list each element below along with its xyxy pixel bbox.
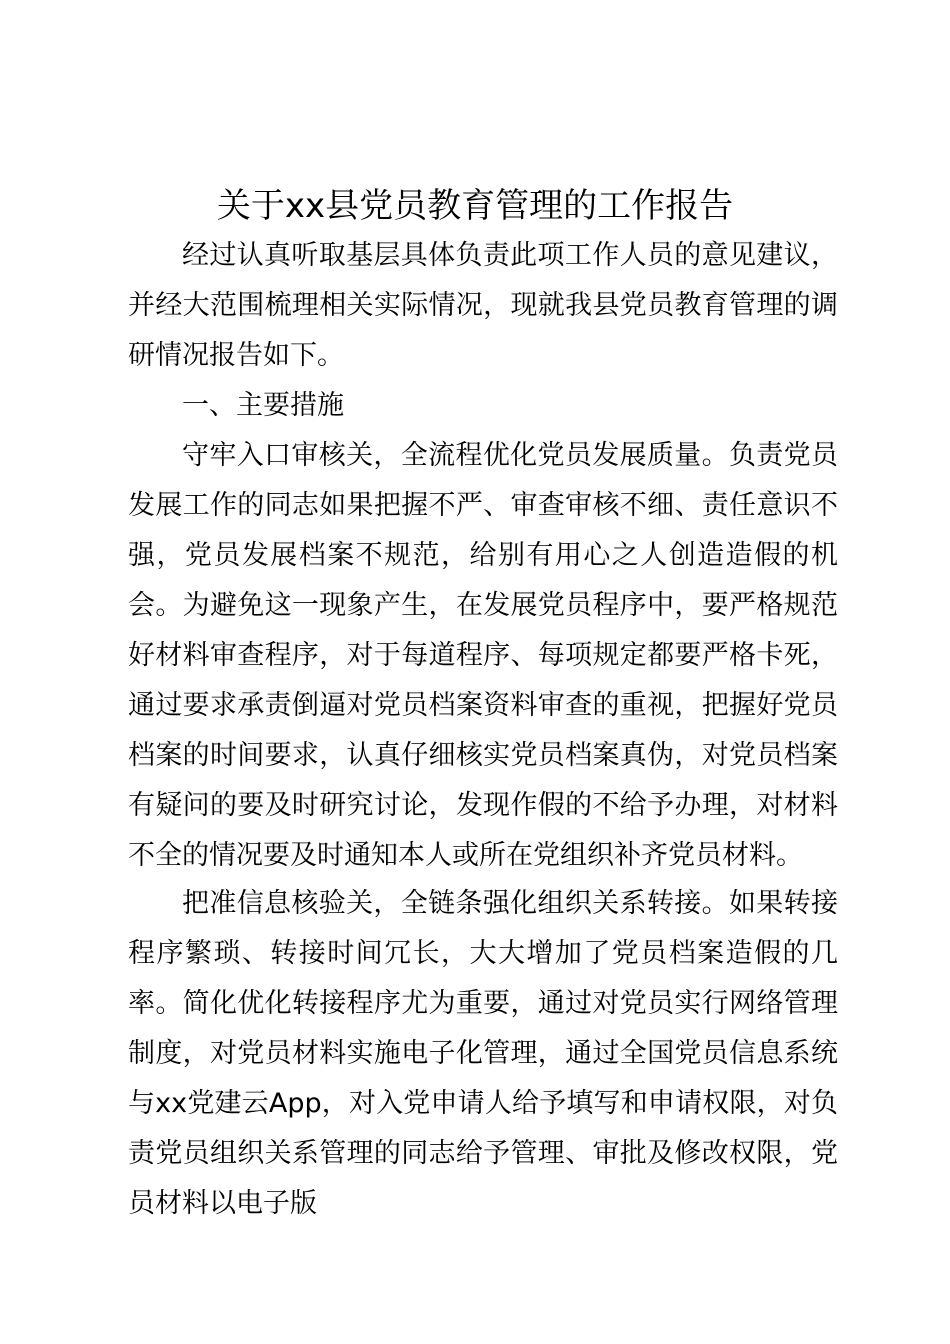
measure-one-paragraph: 守牢入口审核关，全流程优化党员发展质量。负责党员发展工作的同志如果把握不严、审查审核不细、责任意识不强，党员发展档案不规范，给别有用心之人创造造假的机会。为避免这一现象产生，在发展党员程序中，要严格规范好材料审查程序，对于每道程序、每项规定都要严格卡死，通过要求承责倒逼对党员档案资料审查的重视，把握好党员档案的时间要求，认真仔细核实党员档案真伪，对党员档案有疑问的要及时研究讨论，发现作假的不给予办理，对材料不全的情况要及时通知本人或所在党组织补齐党员材料。 [128,440,838,871]
measure-two-paragraph: 把准信息核验关，全链条强化组织关系转接。如果转接程序繁琐、转接时间冗长，大大增加了党员档案造假的几率。简化优化转接程序尤为重要，通过对党员实行网络管理制度，对党员材料实施电子化管理，通过全国党员信息系统与xx党建云App，对入党申请人给予填写和申请权限，对负责党员组织关系管理的同志给予管理、审批及修改权限，党员材料以电子版 [128,888,838,1219]
section-heading: 一、主要措施 [182,390,344,421]
document-title: 关于xx县党员教育管理的工作报告 [216,186,734,226]
intro-paragraph: 经过认真听取基层具体负责此项工作人员的意见建议，并经大范围梳理相关实际情况，现就我县党员教育管理的调研情况报告如下。 [128,240,838,371]
